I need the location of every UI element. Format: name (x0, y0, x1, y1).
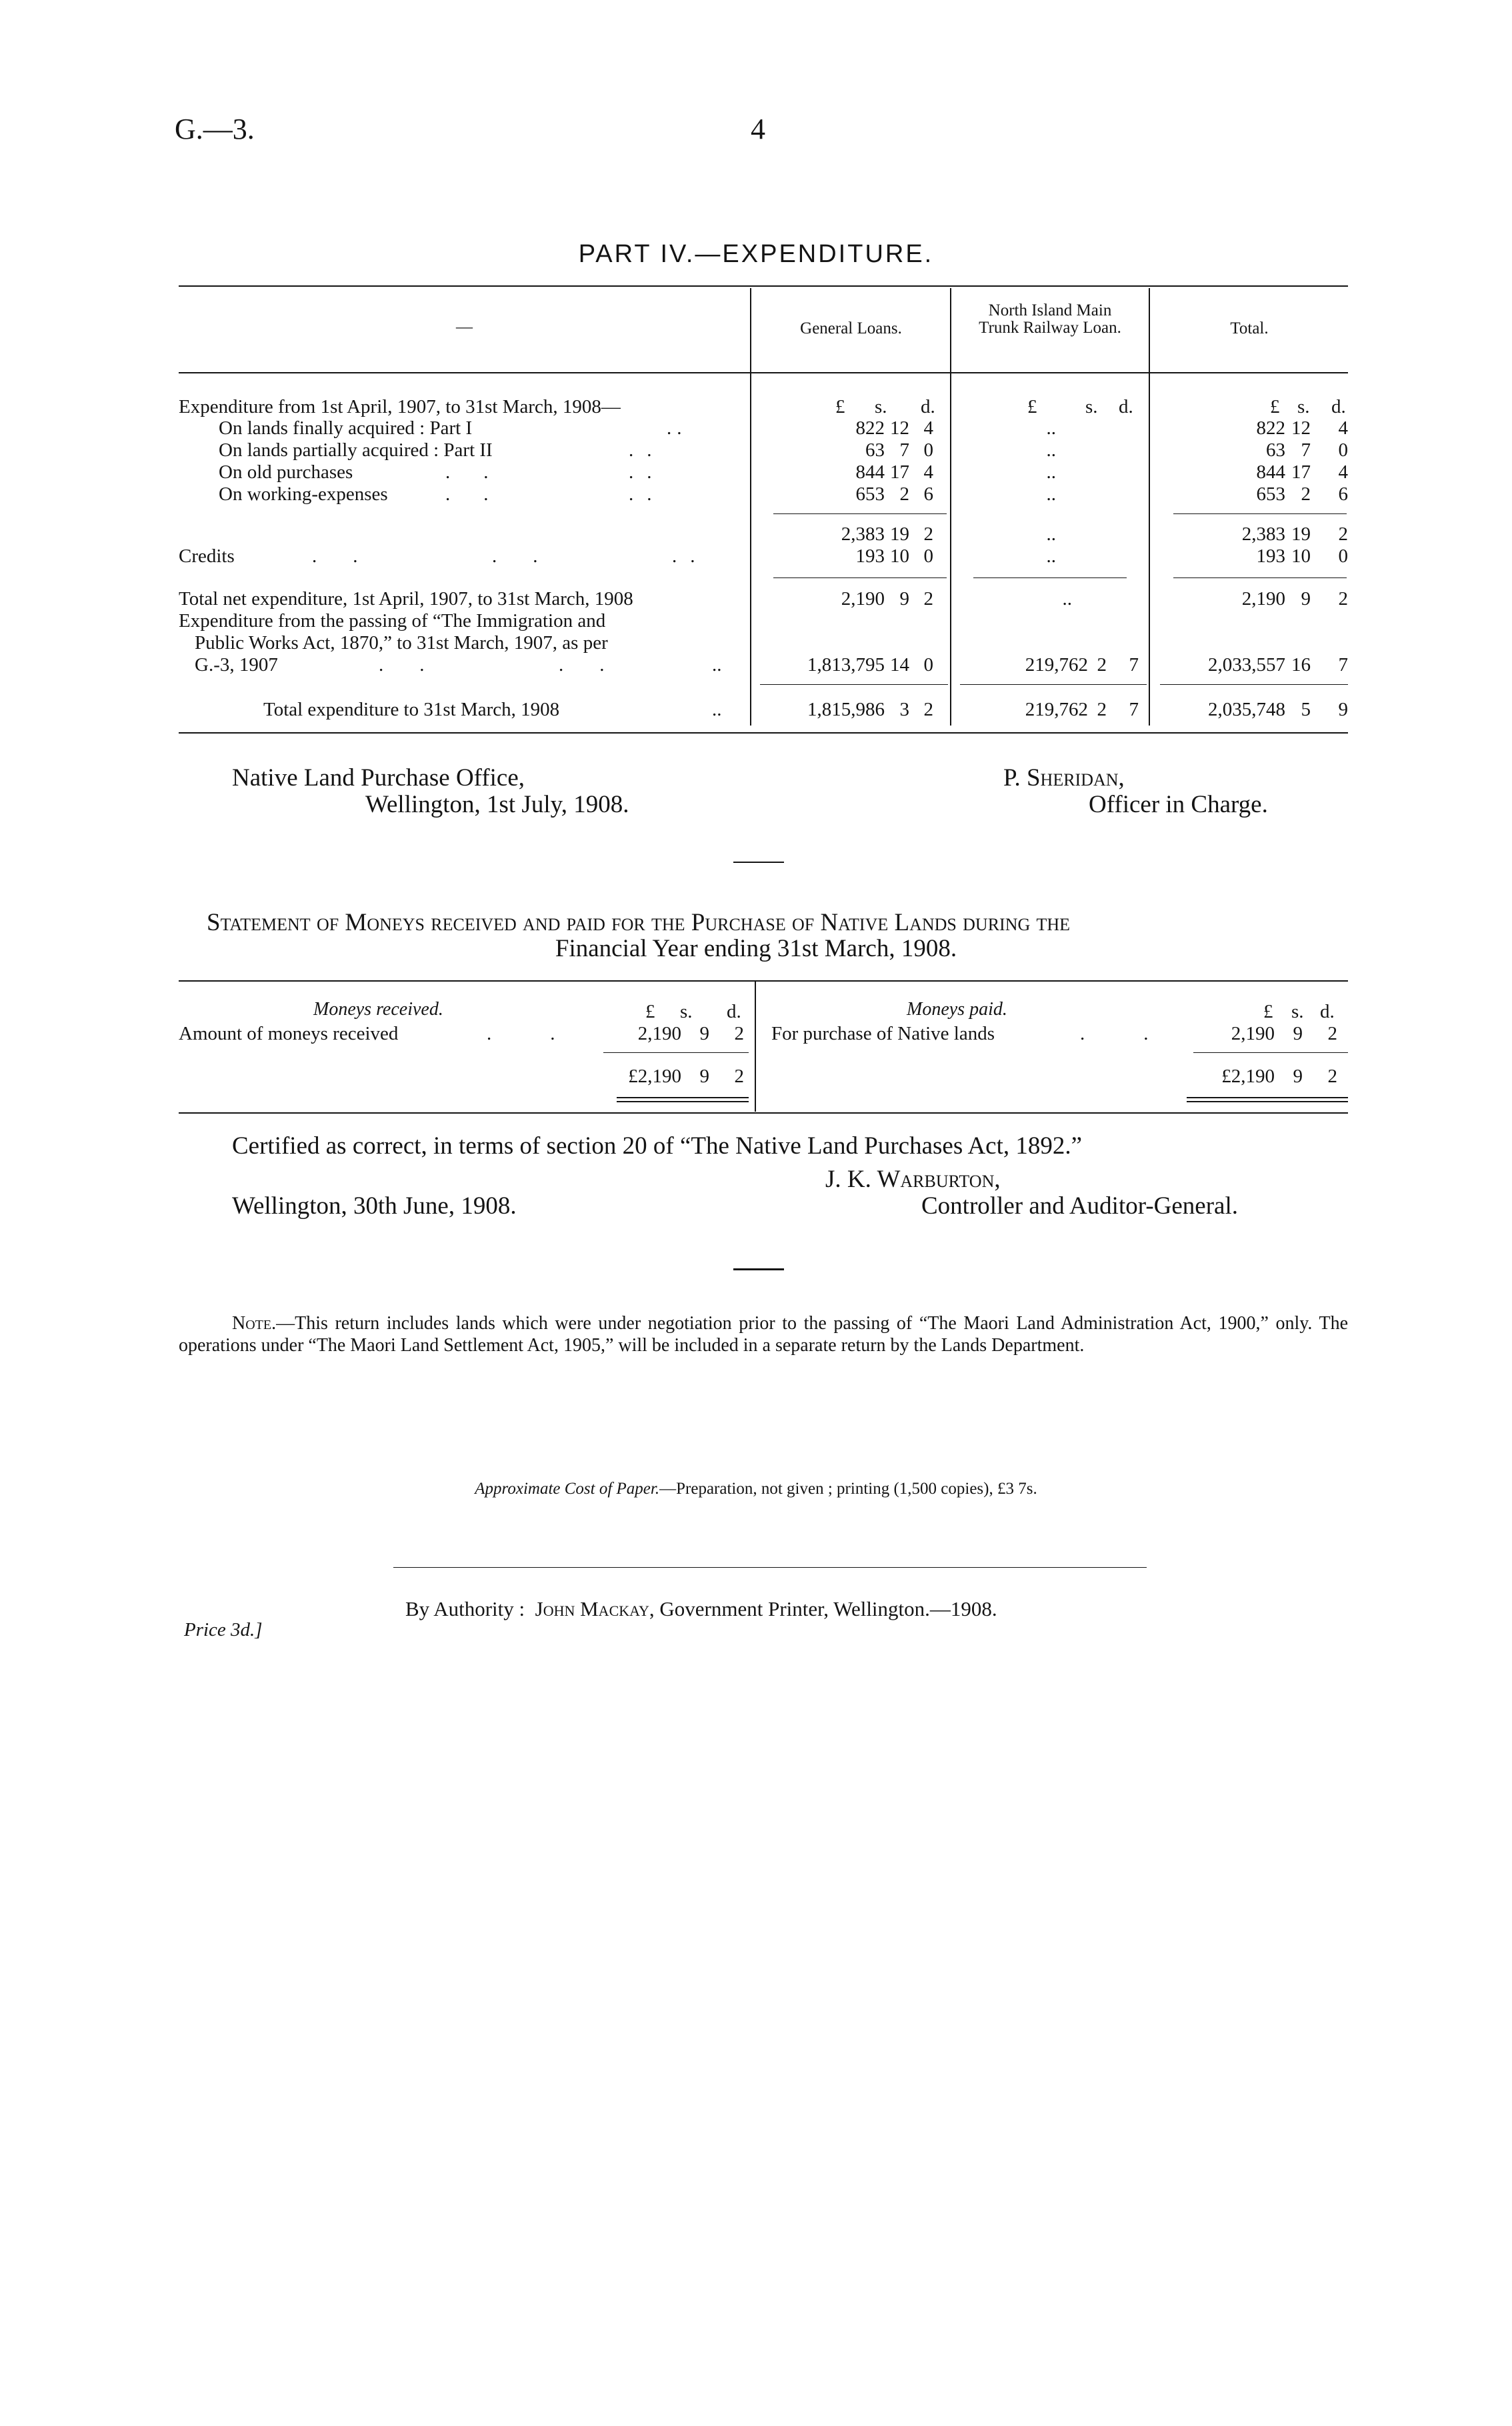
office-place-date: Wellington, 1st July, 1908. (365, 791, 629, 818)
row-label-old-purchases: On old purchases (219, 461, 353, 483)
received-total-double-rule (617, 1097, 749, 1098)
total-pence: 2 (1338, 588, 1348, 610)
received-sum-rule (603, 1052, 749, 1053)
grand-total-rule (960, 684, 1147, 685)
general-pounds: 1,813,795 (807, 654, 885, 676)
received-pounds: 2,190 (637, 1023, 681, 1044)
general-pence: 2 (923, 699, 933, 720)
received-total-pounds: £2,190 (628, 1066, 681, 1087)
leader-dots: .. (712, 699, 722, 720)
column-header-railway-loan: North Island Main Trunk Railway Loan. (979, 301, 1121, 337)
table-header-rule (179, 372, 1348, 373)
total-shillings: 17 (1291, 461, 1311, 483)
total-shillings: 7 (1301, 439, 1311, 461)
railway-empty: .. (1046, 545, 1056, 567)
leader-dots: .. (492, 545, 574, 567)
railway-shillings: 2 (1097, 654, 1107, 676)
row-heading: Expenditure from 1st April, 1907, to 31st March, 1908— (179, 396, 621, 417)
received-heading: Moneys received. (313, 999, 443, 1020)
page-number: 4 (751, 113, 765, 145)
general-shillings: 17 (890, 461, 909, 483)
paid-heading: Moneys paid. (907, 999, 1007, 1020)
leader-dots: .. (487, 1023, 614, 1044)
paid-sum-rule (1193, 1052, 1348, 1053)
received-unit-shilling: s. (680, 1001, 693, 1022)
section-divider (733, 862, 784, 863)
net-rule (1173, 577, 1347, 578)
general-pence: 0 (923, 439, 933, 461)
paid-pounds: 2,190 (1231, 1023, 1275, 1044)
railway-pence: 7 (1129, 654, 1139, 676)
column-divider (1149, 288, 1150, 726)
general-pounds: 844 (855, 461, 885, 483)
total-pence: 0 (1338, 439, 1348, 461)
total-shillings: 16 (1291, 654, 1311, 676)
total-pounds: 2,383 (1241, 523, 1285, 545)
received-pence: 2 (734, 1023, 744, 1044)
unit-shilling: s. (1297, 396, 1310, 417)
unit-pound: £ (1270, 396, 1280, 417)
general-pence: 4 (923, 417, 933, 439)
unit-shilling: s. (1085, 396, 1098, 417)
general-pounds: 2,190 (841, 588, 885, 610)
general-pounds: 193 (855, 545, 885, 567)
column-divider (950, 288, 951, 726)
general-shillings: 12 (890, 417, 909, 439)
railway-empty: .. (1046, 439, 1056, 461)
paid-total-pence: 2 (1327, 1066, 1337, 1087)
total-shillings: 12 (1291, 417, 1311, 439)
railway-empty: .. (1046, 523, 1056, 545)
paid-unit-shilling: s. (1291, 1001, 1304, 1022)
paid-unit-pence: d. (1320, 1001, 1335, 1022)
railway-pounds: 219,762 (1025, 654, 1088, 676)
printer-rest: , Government Printer, Wellington.—1908. (649, 1597, 997, 1620)
statement-top-rule (179, 980, 1348, 982)
general-shillings: 9 (899, 588, 909, 610)
general-shillings: 10 (890, 545, 909, 567)
received-unit-pence: d. (727, 1001, 741, 1022)
column-divider (750, 288, 751, 726)
price: Price 3d.] (184, 1619, 263, 1640)
total-pounds: 2,190 (1241, 588, 1285, 610)
total-pounds: 63 (1266, 439, 1285, 461)
general-shillings: 7 (899, 439, 909, 461)
unit-pence: d. (1119, 396, 1133, 417)
column-header-general-loans: General Loans. (800, 319, 902, 337)
total-pence: 9 (1338, 699, 1348, 720)
unit-pence: d. (1331, 396, 1346, 417)
net-rule (973, 577, 1127, 578)
unit-pound: £ (835, 396, 845, 417)
officer-name: P. Sheridan, (1003, 764, 1125, 792)
general-pounds: 822 (855, 417, 885, 439)
paid-unit-pound: £ (1263, 1001, 1273, 1022)
row-label-net-expenditure: Total net expenditure, 1st April, 1907, to 31st March, 1908 (179, 588, 633, 610)
unit-shilling: s. (875, 396, 887, 417)
total-shillings: 19 (1291, 523, 1311, 545)
unit-pence: d. (921, 396, 935, 417)
row-label-prior-line3: G.-3, 1907 (195, 654, 278, 676)
grand-total-rule (1160, 684, 1348, 685)
part-title: PART IV.—EXPENDITURE. (578, 240, 934, 268)
leader-dots: .. (1080, 1023, 1207, 1044)
total-pounds: 653 (1256, 483, 1285, 505)
officer-role: Officer in Charge. (1089, 791, 1268, 818)
total-pounds: 193 (1256, 545, 1285, 567)
row-label-grand-total: Total expenditure to 31st March, 1908 (263, 699, 560, 720)
total-shillings: 10 (1291, 545, 1311, 567)
paid-total-shillings: 9 (1293, 1066, 1303, 1087)
grand-total-rule (760, 684, 948, 685)
office-name: Native Land Purchase Office, (232, 764, 525, 792)
leader-dots: .. (379, 654, 461, 676)
total-pounds: 2,035,748 (1208, 699, 1285, 720)
certification-place-date: Wellington, 30th June, 1908. (232, 1192, 517, 1220)
total-pence: 4 (1338, 461, 1348, 483)
general-shillings: 3 (899, 699, 909, 720)
paid-label: For purchase of Native lands (771, 1023, 995, 1044)
note-text: —This return includes lands which were under negotiation prior to the passing of “The Maori Land Administration Act, 1900,” only. The operations under “The Maori Land Settlement Act, 1905,” will be included in a separate return by the Lands Department. (179, 1313, 1348, 1356)
statement-divider (755, 982, 756, 1112)
railway-empty: .. (1046, 461, 1056, 483)
general-pounds: 653 (855, 483, 885, 505)
document-reference: G.—3. (175, 113, 255, 145)
leader-dots: .. (629, 461, 665, 483)
total-pence: 0 (1338, 545, 1348, 567)
row-label-part1: On lands finally acquired : Part I (219, 417, 473, 439)
general-pence: 6 (923, 483, 933, 505)
general-pence: 0 (923, 545, 933, 567)
railway-empty: .. (1046, 483, 1056, 505)
received-label: Amount of moneys received (179, 1023, 399, 1044)
total-pence: 7 (1338, 654, 1348, 676)
row-label-credits: Credits (179, 545, 235, 567)
paid-total-double-rule (1187, 1101, 1348, 1102)
received-unit-pound: £ (645, 1001, 655, 1022)
railway-pence: 7 (1129, 699, 1139, 720)
statement-title-line1: Statement of Moneys received and paid for the Purchase of Native Lands during the (207, 909, 1071, 936)
paid-total-double-rule (1187, 1097, 1348, 1098)
general-pence: 4 (923, 461, 933, 483)
general-shillings: 14 (890, 654, 909, 676)
paid-pence: 2 (1327, 1023, 1337, 1044)
leader-dots: .. (712, 654, 722, 676)
received-shillings: 9 (699, 1023, 709, 1044)
total-shillings: 9 (1301, 588, 1311, 610)
general-pounds: 63 (865, 439, 885, 461)
leader-dots: .. (667, 417, 687, 439)
leader-dots: .. (629, 483, 665, 505)
total-shillings: 5 (1301, 699, 1311, 720)
general-pence: 0 (923, 654, 933, 676)
row-label-part2: On lands partially acquired : Part II (219, 439, 493, 461)
table-top-rule (179, 285, 1348, 287)
table-bottom-rule (179, 732, 1348, 734)
received-total-shillings: 9 (699, 1066, 709, 1087)
statement-bottom-rule (179, 1112, 1348, 1114)
total-shillings: 2 (1301, 483, 1311, 505)
column-header-total: Total. (1230, 319, 1269, 337)
auditor-name: J. K. Warburton, (825, 1166, 1001, 1193)
railway-pounds: 219,762 (1025, 699, 1088, 720)
section-divider (733, 1268, 784, 1270)
unit-pound: £ (1027, 396, 1037, 417)
imprint-authority: By Authority : (405, 1597, 525, 1620)
total-pounds: 822 (1256, 417, 1285, 439)
railway-empty: .. (1046, 417, 1056, 439)
note-paragraph (179, 1312, 1348, 1356)
railway-shillings: 2 (1097, 699, 1107, 720)
subtotal-rule (1173, 513, 1347, 514)
imprint-line (405, 1598, 997, 1619)
printer-name: John Mackay (535, 1597, 649, 1620)
leader-dots: .. (629, 439, 665, 461)
cost-label: Approximate Cost of Paper. (475, 1480, 660, 1498)
paid-total-pounds: £2,190 (1221, 1066, 1275, 1087)
general-shillings: 2 (899, 483, 909, 505)
leader-dots: .. (672, 545, 709, 567)
column-header-item: — (456, 318, 473, 336)
general-shillings: 19 (890, 523, 909, 545)
leader-dots: .. (445, 461, 522, 483)
note-label: Note. (232, 1313, 277, 1334)
cost-line (0, 1480, 1512, 1497)
general-pence: 2 (923, 523, 933, 545)
general-pounds: 2,383 (841, 523, 885, 545)
row-label-working-expenses: On working-expenses (219, 483, 388, 505)
total-pounds: 844 (1256, 461, 1285, 483)
cost-text: —Preparation, not given ; printing (1,500 copies), £3 7s. (659, 1480, 1037, 1498)
certification-text: Certified as correct, in terms of section 20 of “The Native Land Purchases Act, 1892.” (232, 1132, 1083, 1160)
subtotal-rule (773, 513, 947, 514)
statement-title-line2: Financial Year ending 31st March, 1908. (555, 935, 957, 962)
total-pounds: 2,033,557 (1208, 654, 1285, 676)
row-label-prior-line1: Expenditure from the passing of “The Immigration and (179, 610, 606, 632)
general-pounds: 1,815,986 (807, 699, 885, 720)
railway-empty: .. (1062, 588, 1072, 610)
footer-rule (393, 1567, 1147, 1568)
leader-dots: .. (312, 545, 394, 567)
row-label-prior-line2: Public Works Act, 1870,” to 31st March, 1907, as per (195, 632, 608, 654)
total-pence: 4 (1338, 417, 1348, 439)
leader-dots: .. (559, 654, 641, 676)
net-rule (773, 577, 947, 578)
received-total-double-rule (617, 1101, 749, 1102)
leader-dots: .. (445, 483, 522, 505)
received-total-pence: 2 (734, 1066, 744, 1087)
general-pence: 2 (923, 588, 933, 610)
total-pence: 6 (1338, 483, 1348, 505)
total-pence: 2 (1338, 523, 1348, 545)
auditor-role: Controller and Auditor-General. (921, 1192, 1238, 1220)
paid-shillings: 9 (1293, 1023, 1303, 1044)
